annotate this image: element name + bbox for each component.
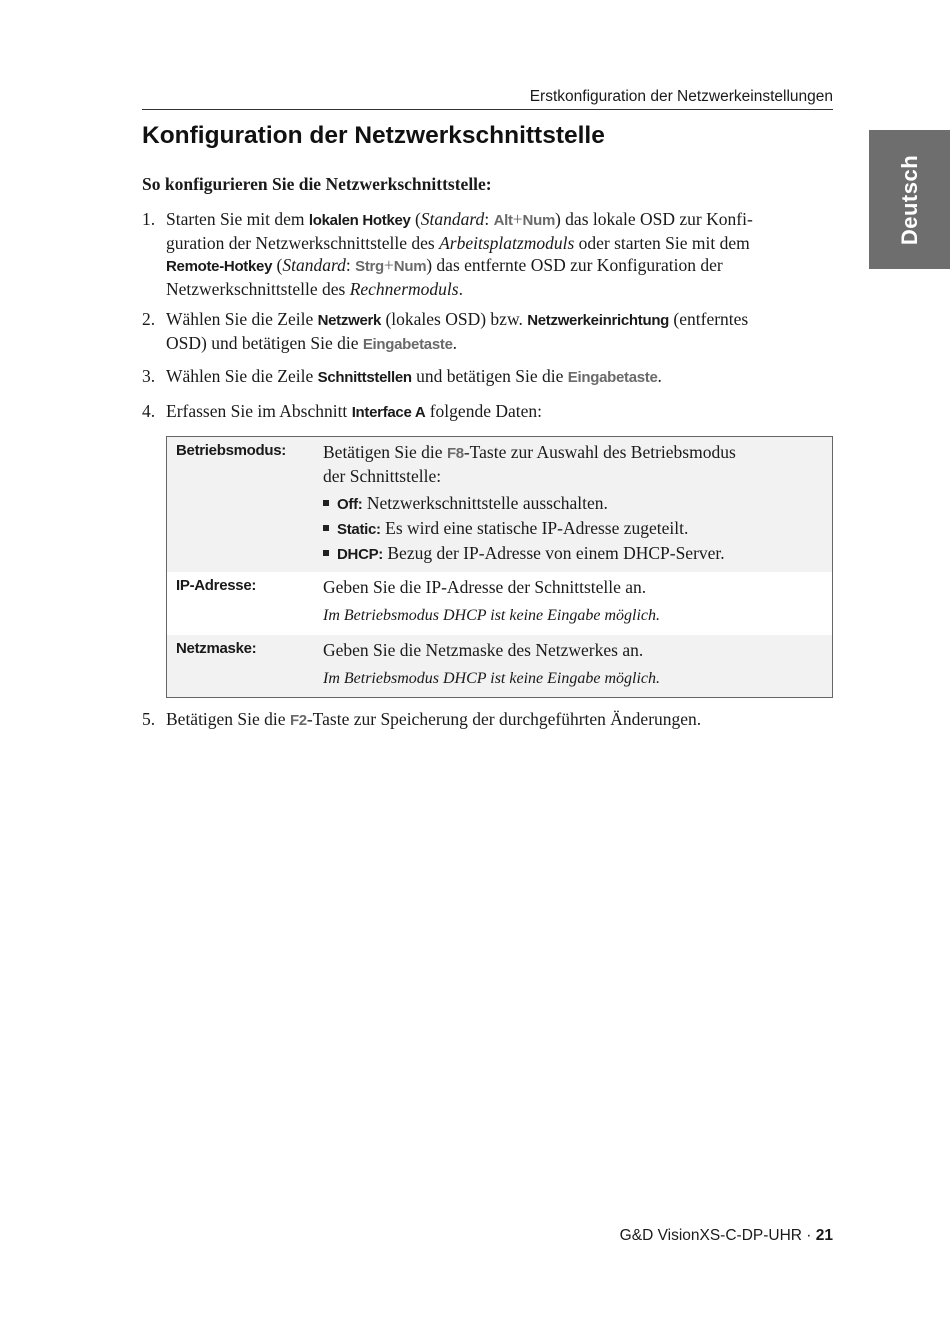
bullet-icon (323, 525, 329, 531)
list-item (323, 492, 608, 516)
text: guration der Netzwerkschnittstelle des (166, 233, 440, 253)
language-tab-label: Deutsch (896, 154, 922, 245)
key-name: Num (522, 212, 555, 229)
ui-term: Netzwerk (317, 312, 382, 329)
ui-term: Remote-Hotkey (166, 258, 273, 275)
list-item (323, 517, 688, 541)
step-5 (142, 708, 834, 732)
step-number: 5. (142, 709, 156, 729)
text: Starten Sie mit dem (166, 209, 309, 229)
text: Es wird eine statische IP-Adresse zugeteilt. (380, 518, 689, 538)
table-row (167, 635, 832, 697)
text: . (452, 333, 457, 353)
text: Wählen Sie die Zeile (166, 366, 318, 386)
ui-term: Static: (337, 521, 381, 538)
key-name: F8 (446, 445, 464, 462)
text: : (345, 255, 356, 275)
ui-term: Off: (337, 496, 363, 513)
row-note: Im Betriebsmodus DHCP ist keine Eingabe möglich. (323, 607, 660, 624)
text: und betätigen Sie die (411, 366, 568, 386)
text: . (657, 366, 662, 386)
language-tab (869, 130, 950, 269)
text: : (484, 209, 494, 229)
italic-text: Standard (420, 209, 485, 229)
key-name: F2 (289, 712, 307, 729)
step-3 (142, 365, 834, 389)
ui-term: Interface A (351, 404, 426, 421)
step-4 (142, 400, 834, 424)
row-label: Betriebsmodus: (176, 442, 286, 459)
ui-term: DHCP: (337, 546, 383, 563)
text: Betätigen Sie die (166, 709, 290, 729)
step-number: 3. (142, 366, 156, 386)
row-description: Geben Sie die Netzmaske des Netzwerkes an. (323, 640, 644, 660)
running-header: Erstkonfiguration der Netzwerkeinstellungen (142, 88, 833, 110)
table-row (167, 572, 832, 635)
italic-text: Standard (282, 255, 346, 275)
text: oder starten Sie mit dem (574, 233, 750, 253)
bullet-icon (323, 500, 329, 506)
text: OSD) und betätigen Sie die (166, 333, 363, 353)
text: Netzwerkschnittstelle ausschalten. (362, 493, 608, 513)
page-title: Konfiguration der Netzwerkschnittstelle (142, 122, 605, 149)
procedure-heading: So konfigurieren Sie die Netzwerkschnittstelle: (142, 174, 492, 194)
bullet-icon (323, 550, 329, 556)
text: ( (410, 209, 421, 229)
table-row (167, 437, 832, 572)
step-number: 1. (142, 209, 156, 229)
text: Betätigen Sie die (323, 442, 447, 462)
italic-text: Rechnermoduls (349, 279, 459, 299)
text: folgende Daten: (425, 401, 542, 421)
ui-term: Netzwerkeinrichtung (527, 312, 670, 329)
ui-term: Schnittstellen (317, 369, 412, 386)
key-name: Eingabetaste (362, 336, 453, 353)
row-note: Im Betriebsmodus DHCP ist keine Eingabe möglich. (323, 670, 660, 687)
text: (entferntes (669, 309, 749, 329)
text: Bezug der IP-Adresse von einem DHCP-Server. (383, 543, 725, 563)
page-number: 21 (815, 1227, 833, 1244)
step-number: 4. (142, 401, 156, 421)
row-label: IP-Adresse: (176, 577, 257, 594)
text: der Schnittstelle: (323, 466, 442, 486)
page-footer (142, 1227, 833, 1245)
plus-sign: + (383, 255, 394, 275)
text: ) das lokale OSD zur Konfi- (554, 209, 753, 229)
text: Netzwerkschnittstelle des (166, 279, 350, 299)
key-name: Num (393, 258, 427, 275)
text: ( (272, 255, 283, 275)
text: . (458, 279, 463, 299)
text: (lokales OSD) bzw. (381, 309, 528, 329)
settings-table (166, 436, 833, 698)
italic-text: Arbeitsplatzmoduls (439, 233, 575, 253)
step-1 (142, 208, 834, 300)
row-label: Netzmaske: (176, 640, 257, 657)
ui-term: lokalen Hotkey (308, 212, 411, 229)
step-number: 2. (142, 309, 156, 329)
text: Wählen Sie die Zeile (166, 309, 318, 329)
text: Erfassen Sie im Abschnitt (166, 401, 352, 421)
text: -Taste zur Speicherung der durchgeführten Änderungen. (306, 709, 702, 729)
list-item (323, 542, 725, 566)
text: ) das entfernte OSD zur Konfiguration der (426, 255, 723, 275)
step-2 (142, 308, 834, 356)
text: -Taste zur Auswahl des Betriebsmodus (463, 442, 736, 462)
key-name: Strg (355, 258, 384, 275)
key-name: Alt (493, 212, 513, 229)
row-description: Geben Sie die IP-Adresse der Schnittstelle an. (323, 577, 647, 597)
key-name: Eingabetaste (567, 369, 658, 386)
product-name: G&D VisionXS-C-DP-UHR · (619, 1227, 816, 1244)
plus-sign: + (512, 209, 523, 229)
row-description (323, 441, 823, 487)
